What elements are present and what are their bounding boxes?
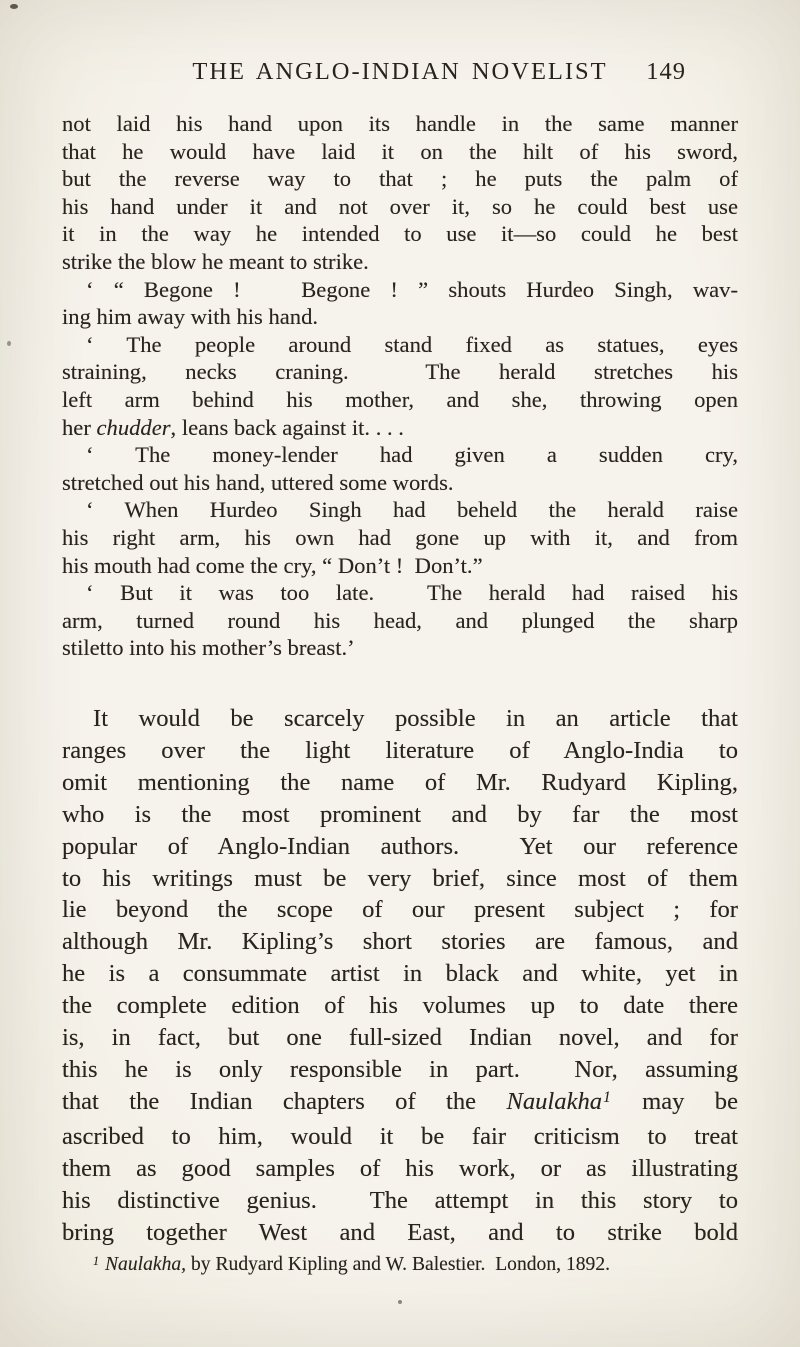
- text-segment: ‘ “ Begone ! Begone ! ” shouts Hurdeo Singh, wav-: [86, 276, 738, 302]
- text-segment: straining, necks craning. The herald stretches his: [62, 359, 738, 385]
- text-segment: that he would have laid it on the hilt of his sword,: [62, 138, 738, 164]
- text-segment: chudder: [96, 414, 171, 440]
- text-line: [62, 607, 738, 635]
- text-segment: stretched out his hand, uttered some words.: [62, 469, 454, 495]
- text-line: [62, 863, 738, 895]
- text-line: [62, 1217, 738, 1249]
- text-line: [62, 1185, 738, 1217]
- text-segment: ‘ But it was too late. The herald had raised his: [86, 580, 738, 606]
- text-line: [62, 414, 738, 442]
- footnote-marker: 1: [603, 1089, 611, 1107]
- text-segment: this he is only responsible in part. Nor, assuming: [62, 1055, 738, 1083]
- text-segment: bring together West and East, and to strike bold: [62, 1218, 738, 1246]
- text-segment: stiletto into his mother’s breast.’: [62, 635, 355, 661]
- text-segment: who is the most prominent and by far the most: [62, 800, 738, 828]
- text-line: [62, 703, 738, 735]
- text-segment: Naulakha: [506, 1087, 603, 1115]
- text-line: [62, 958, 738, 990]
- text-segment: may be: [611, 1087, 738, 1115]
- text-line: [62, 248, 738, 276]
- text-line: [62, 138, 738, 166]
- text-segment: arm, turned round his head, and plunged the sharp: [62, 607, 738, 633]
- page-number: 149: [646, 58, 686, 85]
- ink-speck: [398, 1300, 402, 1304]
- text-line: [62, 1086, 738, 1121]
- text-segment: it in the way he intended to use it—so could he best: [62, 221, 738, 247]
- text-line: [62, 220, 738, 248]
- text-line: [62, 735, 738, 767]
- text-line: [62, 193, 738, 221]
- text-segment: Naulakha,: [100, 1254, 187, 1275]
- text-segment: popular of Anglo-Indian authors. Yet our reference: [62, 832, 738, 860]
- text-line: [62, 1054, 738, 1086]
- text-segment: his right arm, his own had gone up with it, and from: [62, 524, 738, 550]
- text-segment: ranges over the light literature of Anglo-India to: [62, 736, 738, 764]
- text-segment: ing him away with his hand.: [62, 304, 319, 330]
- text-line: [62, 496, 738, 524]
- text-segment: left arm behind his mother, and she, throwing open: [62, 386, 738, 412]
- text-line: [62, 276, 738, 304]
- text-line: [62, 165, 738, 193]
- text-segment: ascribed to him, would it be fair criticism to treat: [62, 1122, 738, 1150]
- text-segment: , leans back against it. . . .: [170, 414, 404, 440]
- text-line: [62, 386, 738, 414]
- text-line: [62, 110, 738, 138]
- text-line: [62, 552, 738, 580]
- text-segment: them as good samples of his work, or as illustrating: [62, 1154, 738, 1182]
- text-segment: her: [62, 414, 97, 440]
- text-line: [62, 579, 738, 607]
- text-segment: his distinctive genius. The attempt in this story to: [62, 1186, 738, 1214]
- text-line: [62, 634, 738, 662]
- text-line: [62, 831, 738, 863]
- text-line: [62, 990, 738, 1022]
- running-header-title: THE ANGLO-INDIAN NOVELIST: [192, 58, 608, 85]
- text-segment: ‘ When Hurdeo Singh had beheld the herald raise: [86, 497, 738, 523]
- text-segment: not laid his hand upon its handle in the same manner: [62, 111, 738, 136]
- text-segment: strike the blow he meant to strike.: [62, 248, 369, 274]
- text-line: [62, 441, 738, 469]
- ink-speck: [10, 4, 18, 9]
- text-segment: It would be scarcely possible in an article that: [93, 705, 738, 732]
- text-segment: is, in fact, but one full-sized Indian novel, and for: [62, 1024, 738, 1052]
- text-segment: to his writings must be very brief, since most of them: [62, 864, 738, 892]
- main-text-block: [62, 703, 738, 1248]
- footnote: [62, 1253, 738, 1278]
- text-line: [62, 303, 738, 331]
- text-segment: his mouth had come the cry, “ Don’t ! Don’t.”: [62, 552, 483, 578]
- text-segment: omit mentioning the name of Mr. Rudyard Kipling,: [62, 768, 738, 796]
- text-segment: his hand under it and not over it, so he could best use: [62, 193, 738, 219]
- text-line: [62, 1022, 738, 1054]
- text-line: [62, 469, 738, 497]
- text-line: [62, 331, 738, 359]
- text-segment: although Mr. Kipling’s short stories are famous, and: [62, 928, 738, 956]
- running-header: [62, 58, 738, 86]
- quoted-excerpt-block: [62, 110, 738, 662]
- text-line: [62, 1153, 738, 1185]
- text-line: [62, 799, 738, 831]
- text-segment: he is a consummate artist in black and white, yet in: [62, 960, 738, 988]
- text-line: [62, 1253, 738, 1278]
- text-segment: ‘ The money-lender had given a sudden cry,: [86, 442, 738, 468]
- footnote-marker: 1: [93, 1253, 100, 1268]
- text-segment: that the Indian chapters of the: [62, 1087, 507, 1115]
- text-segment: lie beyond the scope of our present subject ; for: [62, 896, 738, 924]
- text-segment: but the reverse way to that ; he puts the palm of: [62, 166, 738, 192]
- text-segment: the complete edition of his volumes up to date there: [62, 992, 738, 1020]
- text-line: [62, 767, 738, 799]
- text-line: [62, 358, 738, 386]
- text-line: [62, 1121, 738, 1153]
- text-line: [62, 894, 738, 926]
- text-segment: ‘ The people around stand fixed as statues, eyes: [86, 331, 738, 357]
- text-line: [62, 524, 738, 552]
- ink-speck: [7, 341, 11, 346]
- text-segment: by Rudyard Kipling and W. Balestier. London, 1892.: [186, 1254, 611, 1275]
- text-line: [62, 926, 738, 958]
